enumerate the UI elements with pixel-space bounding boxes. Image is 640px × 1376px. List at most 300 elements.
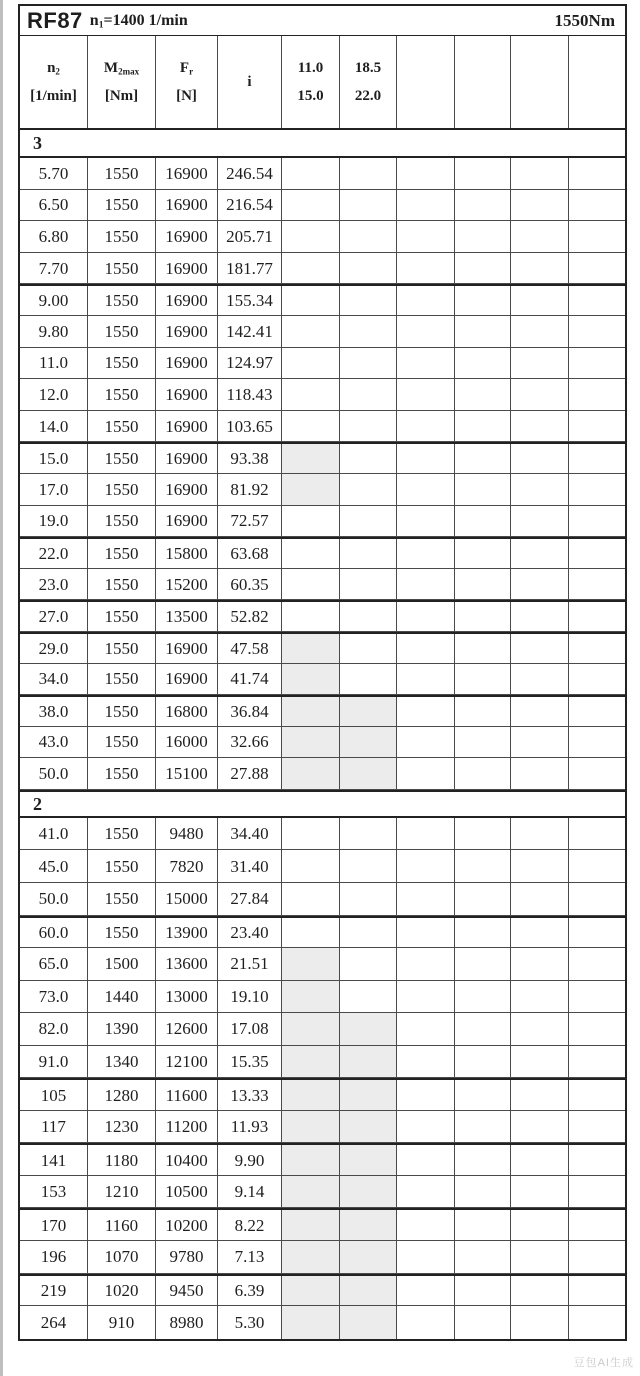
cell-i: 9.14 [218, 1176, 282, 1208]
header-line: 11.0 [297, 59, 324, 76]
cell-power-11-15 [282, 474, 340, 505]
cell-n2: 50.0 [20, 758, 88, 789]
cell-n2: 15.0 [20, 444, 88, 473]
cell-empty [569, 1306, 625, 1339]
cell-empty [455, 818, 511, 850]
cell-m2max: 1550 [88, 664, 156, 695]
cell-m2max: 1550 [88, 602, 156, 631]
cell-power-11-15 [282, 348, 340, 379]
cell-power-18-5-22 [340, 1306, 397, 1339]
cell-empty [569, 411, 625, 442]
cell-empty [455, 379, 511, 410]
cell-n2: 17.0 [20, 474, 88, 505]
cell-empty [397, 506, 455, 537]
cell-m2max: 1280 [88, 1080, 156, 1110]
cell-m2max: 1550 [88, 569, 156, 600]
cell-i: 52.82 [218, 602, 282, 631]
cell-empty [511, 539, 569, 568]
table-row [20, 600, 625, 632]
cell-n2: 29.0 [20, 634, 88, 663]
cell-power-11-15 [282, 1241, 340, 1273]
cell-power-18-5-22 [340, 316, 397, 347]
cell-m2max: 1230 [88, 1111, 156, 1143]
cell-empty [511, 818, 569, 850]
cell-power-18-5-22 [340, 758, 397, 789]
cell-empty [455, 758, 511, 789]
header-cell-empty-10 [569, 36, 625, 128]
cell-empty [569, 981, 625, 1013]
input-speed: $n_1=1400$ 1/min [89, 11, 188, 30]
cell-m2max: 1210 [88, 1176, 156, 1208]
table-row [20, 916, 625, 949]
cell-empty [397, 634, 455, 663]
cell-power-11-15 [282, 818, 340, 850]
cell-fr: 16900 [156, 444, 218, 473]
cell-empty [569, 1241, 625, 1273]
cell-m2max: 1550 [88, 883, 156, 915]
cell-n2: 12.0 [20, 379, 88, 410]
cell-empty [455, 1241, 511, 1273]
cell-empty [569, 1276, 625, 1306]
cell-i: 31.40 [218, 850, 282, 882]
cell-m2max: 1550 [88, 818, 156, 850]
cell-empty [569, 948, 625, 980]
cell-power-11-15 [282, 253, 340, 284]
cell-power-18-5-22 [340, 1145, 397, 1175]
cell-m2max: 1550 [88, 379, 156, 410]
cell-fr: 12600 [156, 1013, 218, 1045]
table-row [20, 632, 625, 664]
cell-n2: 50.0 [20, 883, 88, 915]
cell-i: 216.54 [218, 190, 282, 221]
header-symbol: $F_r$ [179, 59, 194, 76]
cell-fr: 16900 [156, 190, 218, 221]
cell-power-11-15 [282, 1013, 340, 1045]
cell-i: 36.84 [218, 697, 282, 726]
header-cell-power-18-5-22 [340, 36, 397, 128]
cell-empty [397, 1111, 455, 1143]
cell-fr: 16900 [156, 348, 218, 379]
cell-power-11-15 [282, 286, 340, 315]
cell-empty [511, 1013, 569, 1045]
cell-n2: 9.80 [20, 316, 88, 347]
cell-power-18-5-22 [340, 286, 397, 315]
cell-i: 142.41 [218, 316, 282, 347]
cell-empty [397, 569, 455, 600]
cell-power-11-15 [282, 1306, 340, 1339]
header-line: 18.5 [354, 59, 382, 76]
cell-empty [569, 506, 625, 537]
cell-n2: 7.70 [20, 253, 88, 284]
cell-empty [455, 158, 511, 189]
cell-m2max: 1550 [88, 221, 156, 252]
cell-power-18-5-22 [340, 1013, 397, 1045]
cell-i: 118.43 [218, 379, 282, 410]
header-symbol: i [247, 73, 252, 90]
cell-empty [455, 1306, 511, 1339]
cell-empty [397, 253, 455, 284]
cell-n2: 91.0 [20, 1046, 88, 1078]
cell-power-18-5-22 [340, 348, 397, 379]
cell-empty [569, 918, 625, 948]
rating-table [18, 4, 627, 1341]
cell-empty [397, 379, 455, 410]
table-row [20, 1241, 625, 1274]
cell-i: 103.65 [218, 411, 282, 442]
cell-m2max: 1550 [88, 253, 156, 284]
cell-i: 60.35 [218, 569, 282, 600]
cell-empty [511, 316, 569, 347]
cell-empty [511, 348, 569, 379]
cell-power-11-15 [282, 379, 340, 410]
cell-power-11-15 [282, 1210, 340, 1240]
cell-empty [511, 727, 569, 758]
cell-power-18-5-22 [340, 850, 397, 882]
cell-i: 11.93 [218, 1111, 282, 1143]
cell-empty [569, 316, 625, 347]
cell-power-18-5-22 [340, 221, 397, 252]
cell-empty [511, 602, 569, 631]
cell-empty [397, 221, 455, 252]
cell-n2: 45.0 [20, 850, 88, 882]
cell-empty [569, 286, 625, 315]
header-unit: 15.0 [297, 88, 324, 104]
table-row [20, 1274, 625, 1307]
cell-n2: 219 [20, 1276, 88, 1306]
cell-m2max: 910 [88, 1306, 156, 1339]
cell-power-18-5-22 [340, 664, 397, 695]
cell-n2: 65.0 [20, 948, 88, 980]
cell-empty [511, 1306, 569, 1339]
cell-empty [511, 253, 569, 284]
cell-empty [455, 1080, 511, 1110]
cell-n2: 82.0 [20, 1013, 88, 1045]
section-label: 2 [33, 793, 42, 814]
cell-empty [511, 444, 569, 473]
cell-power-11-15 [282, 1176, 340, 1208]
cell-i: 27.84 [218, 883, 282, 915]
cell-empty [455, 221, 511, 252]
table-row [20, 1208, 625, 1241]
cell-power-18-5-22 [340, 569, 397, 600]
cell-empty [569, 1210, 625, 1240]
header-cell-power-11-15 [282, 36, 340, 128]
header-symbol: $n_2$ [47, 59, 60, 76]
cell-power-11-15 [282, 221, 340, 252]
cell-empty [569, 664, 625, 695]
table-row [20, 537, 625, 569]
cell-power-18-5-22 [340, 474, 397, 505]
table-row [20, 1013, 625, 1046]
header-cell-n2 [20, 36, 88, 128]
cell-empty [455, 602, 511, 631]
cell-n2: 153 [20, 1176, 88, 1208]
cell-empty [397, 664, 455, 695]
cell-empty [569, 1176, 625, 1208]
table-row [20, 758, 625, 790]
cell-i: 63.68 [218, 539, 282, 568]
cell-empty [511, 981, 569, 1013]
cell-i: 181.77 [218, 253, 282, 284]
header-cell-empty-7 [397, 36, 455, 128]
cell-empty [569, 444, 625, 473]
cell-power-11-15 [282, 316, 340, 347]
cell-n2: 117 [20, 1111, 88, 1143]
cell-empty [511, 474, 569, 505]
cell-empty [455, 411, 511, 442]
cell-empty [397, 818, 455, 850]
cell-i: 93.38 [218, 444, 282, 473]
cell-power-11-15 [282, 539, 340, 568]
cell-power-18-5-22 [340, 1276, 397, 1306]
cell-m2max: 1550 [88, 474, 156, 505]
cell-n2: 41.0 [20, 818, 88, 850]
table-row [20, 284, 625, 316]
cell-i: 5.30 [218, 1306, 282, 1339]
table-row [20, 221, 625, 253]
table-title-row [20, 6, 625, 36]
cell-power-18-5-22 [340, 253, 397, 284]
cell-power-18-5-22 [340, 883, 397, 915]
cell-empty [455, 948, 511, 980]
cell-fr: 16900 [156, 221, 218, 252]
cell-fr: 16900 [156, 253, 218, 284]
cell-i: 246.54 [218, 158, 282, 189]
header-unit: [N] [176, 88, 197, 104]
cell-empty [511, 664, 569, 695]
cell-empty [569, 474, 625, 505]
cell-i: 7.13 [218, 1241, 282, 1273]
cell-power-11-15 [282, 411, 340, 442]
cell-power-18-5-22 [340, 1111, 397, 1143]
table-row [20, 818, 625, 851]
cell-empty [569, 1046, 625, 1078]
cell-fr: 13600 [156, 948, 218, 980]
cell-power-18-5-22 [340, 379, 397, 410]
cell-n2: 14.0 [20, 411, 88, 442]
cell-n2: 60.0 [20, 918, 88, 948]
cell-i: 27.88 [218, 758, 282, 789]
scan-edge [0, 0, 3, 1376]
cell-empty [511, 1241, 569, 1273]
cell-fr: 12100 [156, 1046, 218, 1078]
table-row [20, 695, 625, 727]
cell-empty [569, 348, 625, 379]
cell-i: 81.92 [218, 474, 282, 505]
cell-empty [455, 727, 511, 758]
header-unit: [1/min] [30, 88, 77, 104]
cell-empty [511, 1145, 569, 1175]
cell-empty [511, 1276, 569, 1306]
cell-power-18-5-22 [340, 444, 397, 473]
cell-fr: 16800 [156, 697, 218, 726]
cell-power-18-5-22 [340, 727, 397, 758]
table-row [20, 1078, 625, 1111]
cell-empty [511, 1111, 569, 1143]
cell-empty [455, 697, 511, 726]
cell-m2max: 1550 [88, 158, 156, 189]
cell-i: 41.74 [218, 664, 282, 695]
cell-empty [511, 221, 569, 252]
header-cell-empty-9 [511, 36, 569, 128]
cell-empty [455, 506, 511, 537]
cell-n2: 196 [20, 1241, 88, 1273]
cell-n2: 19.0 [20, 506, 88, 537]
cell-fr: 16900 [156, 664, 218, 695]
cell-power-18-5-22 [340, 1241, 397, 1273]
cell-power-11-15 [282, 1276, 340, 1306]
cell-power-11-15 [282, 664, 340, 695]
header-unit: [Nm] [104, 88, 139, 104]
cell-empty [397, 286, 455, 315]
cell-empty [397, 158, 455, 189]
cell-n2: 38.0 [20, 697, 88, 726]
cell-empty [455, 253, 511, 284]
cell-power-11-15 [282, 1080, 340, 1110]
cell-power-11-15 [282, 697, 340, 726]
table-row [20, 664, 625, 696]
cell-m2max: 1340 [88, 1046, 156, 1078]
cell-fr: 15200 [156, 569, 218, 600]
cell-empty [511, 883, 569, 915]
cell-empty [569, 221, 625, 252]
cell-power-18-5-22 [340, 1080, 397, 1110]
cell-m2max: 1070 [88, 1241, 156, 1273]
cell-empty [511, 758, 569, 789]
max-torque: 1550Nm [554, 11, 615, 30]
cell-fr: 11600 [156, 1080, 218, 1110]
cell-power-11-15 [282, 1111, 340, 1143]
cell-empty [397, 411, 455, 442]
table-row [20, 316, 625, 348]
cell-i: 21.51 [218, 948, 282, 980]
cell-power-18-5-22 [340, 981, 397, 1013]
cell-power-18-5-22 [340, 634, 397, 663]
cell-m2max: 1020 [88, 1276, 156, 1306]
cell-m2max: 1550 [88, 850, 156, 882]
table-row [20, 348, 625, 380]
cell-empty [397, 1145, 455, 1175]
watermark: 豆包AI生成 [573, 1357, 634, 1369]
cell-empty [455, 569, 511, 600]
cell-empty [397, 697, 455, 726]
cell-empty [569, 634, 625, 663]
section-band [20, 790, 625, 818]
cell-fr: 9780 [156, 1241, 218, 1273]
cell-m2max: 1550 [88, 348, 156, 379]
cell-empty [397, 918, 455, 948]
cell-m2max: 1550 [88, 697, 156, 726]
cell-empty [455, 981, 511, 1013]
cell-power-11-15 [282, 727, 340, 758]
cell-empty [511, 1176, 569, 1208]
cell-m2max: 1550 [88, 444, 156, 473]
cell-fr: 7820 [156, 850, 218, 882]
section-2 [20, 790, 625, 1339]
cell-empty [397, 758, 455, 789]
cell-empty [511, 569, 569, 600]
cell-i: 13.33 [218, 1080, 282, 1110]
cell-fr: 9480 [156, 818, 218, 850]
cell-empty [511, 634, 569, 663]
cell-empty [397, 1080, 455, 1110]
cell-power-11-15 [282, 948, 340, 980]
section-label: 3 [33, 133, 42, 153]
cell-empty [569, 818, 625, 850]
cell-empty [511, 286, 569, 315]
cell-n2: 27.0 [20, 602, 88, 631]
cell-empty [455, 664, 511, 695]
cell-power-18-5-22 [340, 1210, 397, 1240]
cell-power-11-15 [282, 602, 340, 631]
cell-empty [455, 348, 511, 379]
cell-fr: 16900 [156, 158, 218, 189]
header-symbol: $M_{2max}$ [103, 59, 140, 76]
table-row [20, 379, 625, 411]
cell-empty [511, 158, 569, 189]
cell-power-18-5-22 [340, 918, 397, 948]
cell-empty [397, 190, 455, 221]
cell-empty [569, 569, 625, 600]
cell-empty [455, 883, 511, 915]
cell-fr: 15000 [156, 883, 218, 915]
cell-empty [569, 1111, 625, 1143]
table-row [20, 474, 625, 506]
cell-m2max: 1500 [88, 948, 156, 980]
cell-power-11-15 [282, 758, 340, 789]
cell-empty [397, 1013, 455, 1045]
cell-empty [455, 444, 511, 473]
cell-n2: 170 [20, 1210, 88, 1240]
header-cell-empty-8 [455, 36, 511, 128]
cell-power-11-15 [282, 1145, 340, 1175]
cell-empty [397, 1046, 455, 1078]
table-row [20, 981, 625, 1014]
cell-fr: 13500 [156, 602, 218, 631]
cell-i: 6.39 [218, 1276, 282, 1306]
cell-fr: 16900 [156, 634, 218, 663]
cell-empty [569, 602, 625, 631]
cell-m2max: 1550 [88, 506, 156, 537]
cell-n2: 6.50 [20, 190, 88, 221]
cell-n2: 141 [20, 1145, 88, 1175]
table-row [20, 158, 625, 190]
cell-empty [569, 1013, 625, 1045]
cell-empty [569, 1145, 625, 1175]
cell-fr: 13000 [156, 981, 218, 1013]
table-row [20, 850, 625, 883]
cell-power-11-15 [282, 1046, 340, 1078]
cell-power-11-15 [282, 190, 340, 221]
cell-empty [455, 190, 511, 221]
cell-empty [455, 1276, 511, 1306]
cell-fr: 10200 [156, 1210, 218, 1240]
cell-i: 32.66 [218, 727, 282, 758]
cell-empty [397, 981, 455, 1013]
cell-empty [569, 158, 625, 189]
cell-fr: 10500 [156, 1176, 218, 1208]
header-unit: 22.0 [354, 88, 382, 104]
cell-m2max: 1160 [88, 1210, 156, 1240]
cell-i: 124.97 [218, 348, 282, 379]
table-row [20, 883, 625, 916]
cell-n2: 264 [20, 1306, 88, 1339]
cell-m2max: 1550 [88, 190, 156, 221]
table-row [20, 1046, 625, 1079]
cell-power-11-15 [282, 634, 340, 663]
cell-empty [397, 1306, 455, 1339]
cell-power-11-15 [282, 444, 340, 473]
